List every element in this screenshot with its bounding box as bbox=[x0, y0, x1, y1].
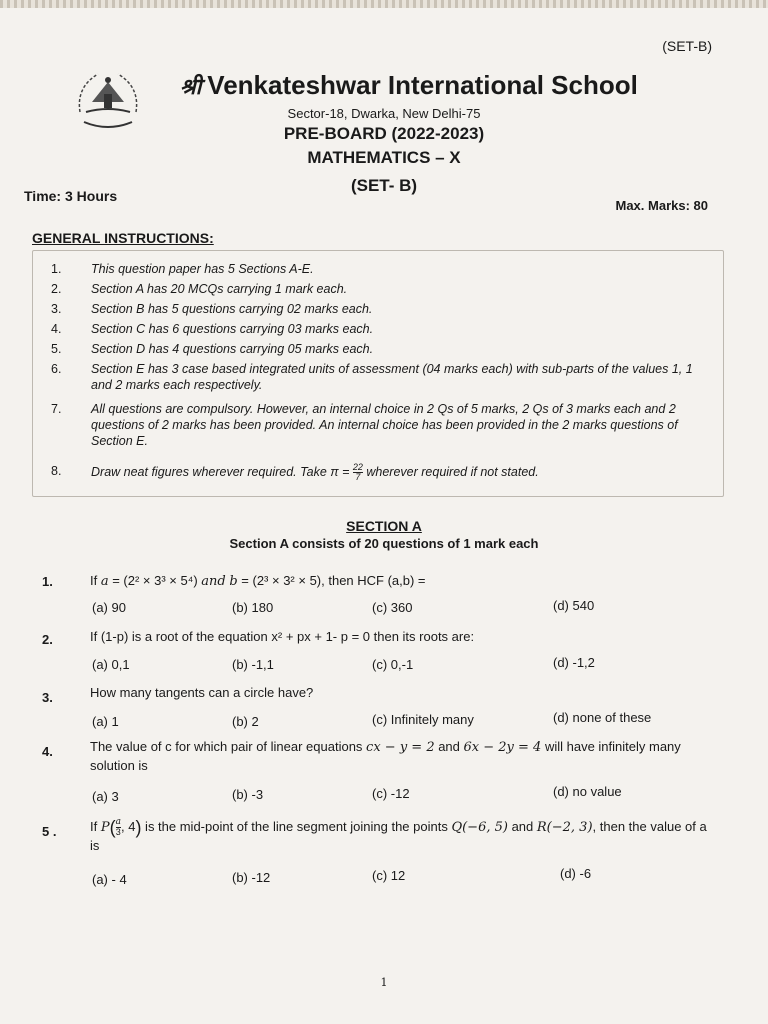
option-c: (c) -12 bbox=[372, 786, 410, 801]
instruction-item bbox=[51, 401, 711, 449]
fraction-denominator: 7 bbox=[355, 472, 361, 482]
instruction-item bbox=[51, 261, 711, 277]
option-d: (d) none of these bbox=[553, 710, 652, 725]
school-name-heading bbox=[180, 70, 638, 101]
pi-fraction bbox=[353, 463, 363, 482]
instruction-text: All questions are compulsory. However, an internal choice in 2 Qs of 5 marks, 2 Qs of 3 marks each and 2 questions of 2 marks has been provided. An internal choice has been provided in the 2 marks questions of Section E. bbox=[91, 402, 678, 448]
option-d: (d) -1,2 bbox=[553, 655, 595, 670]
point-label: Q(−6, 5) bbox=[451, 820, 508, 835]
question-number: 5 . bbox=[42, 824, 57, 839]
school-prefix: श्री bbox=[180, 74, 202, 100]
question-number: 4. bbox=[42, 744, 53, 759]
instruction-item bbox=[51, 462, 711, 482]
page-number: 1 bbox=[380, 976, 388, 989]
instruction-text: Section E has 3 case based integrated units of assessment (04 marks each) with sub-parts of the values 1, 1 and 2 marks each respectively. bbox=[91, 362, 693, 392]
point-coordinate: , 4 bbox=[120, 819, 136, 834]
question-text-part: and bbox=[434, 739, 464, 754]
option-d: (d) 540 bbox=[553, 598, 595, 613]
option-c: (c) Infinitely many bbox=[372, 712, 474, 727]
section-title: SECTION A bbox=[346, 518, 422, 534]
question-text-part: is the mid-point of the line segment joining the points bbox=[141, 819, 452, 834]
instruction-text: Section A has 20 MCQs carrying 1 mark each. bbox=[91, 282, 348, 296]
question-text-part: = (2² × 3³ × 5⁴) bbox=[108, 573, 202, 588]
instruction-item bbox=[51, 281, 711, 297]
question-text-part: , then the value of a is bbox=[90, 819, 707, 854]
question-text: How many tangents can a circle have? bbox=[90, 685, 314, 700]
question-text-part: and bbox=[507, 819, 537, 834]
option-a: (a) 1 bbox=[92, 714, 119, 729]
question-number: 1. bbox=[42, 574, 53, 589]
question-text-part: = (2³ × 3² × 5), then HCF (a,b) = bbox=[237, 573, 426, 588]
math-symbol: b bbox=[229, 574, 238, 589]
page-top-edge bbox=[0, 0, 768, 8]
math-symbol: a bbox=[100, 574, 109, 589]
instruction-item bbox=[51, 321, 711, 337]
option-c: (c) 12 bbox=[372, 868, 406, 883]
instruction-item bbox=[51, 361, 711, 393]
fraction-denominator: 3 bbox=[115, 827, 121, 838]
instruction-number: 1. bbox=[51, 262, 62, 276]
instruction-text: Section D has 4 questions carrying 05 marks each. bbox=[91, 342, 374, 356]
instruction-number: 7. bbox=[51, 402, 62, 416]
option-b: (b) 180 bbox=[232, 600, 274, 615]
subject-title: MATHEMATICS – X bbox=[307, 148, 461, 167]
exam-time: Time: 3 Hours bbox=[24, 188, 118, 204]
instructions-box bbox=[32, 250, 724, 497]
question-text: If P( $\frac{a}{3}$ , 4) is the mid-point of the line segment joining the points Q(−6, 5) and R(−2, 3), then the value of a is bbox=[90, 817, 707, 854]
equation: cx − y = 2 bbox=[366, 740, 435, 755]
option-b: (b) -1,1 bbox=[232, 657, 274, 672]
question-text-part: If bbox=[90, 573, 101, 588]
option-d: (d) -6 bbox=[560, 866, 592, 881]
set-subtitle: (SET- B) bbox=[350, 176, 418, 195]
instruction-number: 3. bbox=[51, 302, 62, 316]
instruction-item bbox=[51, 301, 711, 317]
exam-title: PRE-BOARD (2022-2023) bbox=[283, 124, 485, 143]
question-number: 3. bbox=[42, 690, 53, 705]
instruction-text: This question paper has 5 Sections A-E. bbox=[91, 262, 314, 276]
option-a: (a) - 4 bbox=[92, 872, 127, 887]
instruction-text: Section B has 5 questions carrying 02 marks each. bbox=[91, 302, 373, 316]
option-c: (c) 360 bbox=[372, 600, 413, 615]
option-a: (a) 3 bbox=[92, 789, 119, 804]
instruction-text: Section C has 6 questions carrying 03 marks each. bbox=[91, 322, 374, 336]
question-text-part: will have infinitely many solution is bbox=[90, 739, 681, 773]
instruction-number: 8. bbox=[51, 464, 62, 478]
instructions-title: GENERAL INSTRUCTIONS: bbox=[32, 230, 214, 246]
max-marks: Max. Marks: 80 bbox=[615, 198, 708, 213]
question-text: If (1-p) is a root of the equation x² + px + 1- p = 0 then its roots are: bbox=[90, 629, 475, 644]
math-symbol: and bbox=[201, 574, 226, 589]
option-a: (a) 90 bbox=[92, 600, 126, 615]
point-label: R(−2, 3) bbox=[536, 820, 593, 835]
school-address: Sector-18, Dwarka, New Delhi-75 bbox=[287, 106, 481, 121]
section-subtitle: Section A consists of 20 questions of 1 mark each bbox=[229, 536, 539, 551]
fraction-numerator: 22 bbox=[352, 462, 363, 472]
option-c: (c) 0,-1 bbox=[372, 657, 414, 672]
instruction-text: Draw neat figures wherever required. Take π = bbox=[91, 464, 350, 479]
question-number: 2. bbox=[42, 632, 53, 647]
option-b: (b) -3 bbox=[232, 787, 264, 802]
instruction-text: wherever required if not stated. bbox=[366, 464, 539, 479]
set-label: (SET-B) bbox=[662, 38, 712, 54]
instruction-number: 2. bbox=[51, 282, 62, 296]
instruction-item bbox=[51, 341, 711, 357]
instruction-number: 6. bbox=[51, 362, 62, 376]
question-text-part: If bbox=[90, 819, 101, 834]
instruction-number: 4. bbox=[51, 322, 62, 336]
equation: 6x − 2y = 4 bbox=[463, 740, 542, 755]
option-d: (d) no value bbox=[553, 784, 622, 799]
option-b: (b) 2 bbox=[232, 714, 259, 729]
fraction-numerator: a bbox=[115, 817, 121, 828]
question-text bbox=[90, 738, 690, 775]
question-text-part: The value of c for which pair of linear equations bbox=[90, 739, 367, 754]
school-name: Venkateshwar International School bbox=[207, 70, 638, 100]
option-a: (a) 0,1 bbox=[92, 657, 130, 672]
instruction-number: 5. bbox=[51, 342, 62, 356]
option-b: (b) -12 bbox=[232, 870, 271, 885]
point-label: P bbox=[100, 820, 110, 835]
question-text bbox=[90, 572, 730, 591]
